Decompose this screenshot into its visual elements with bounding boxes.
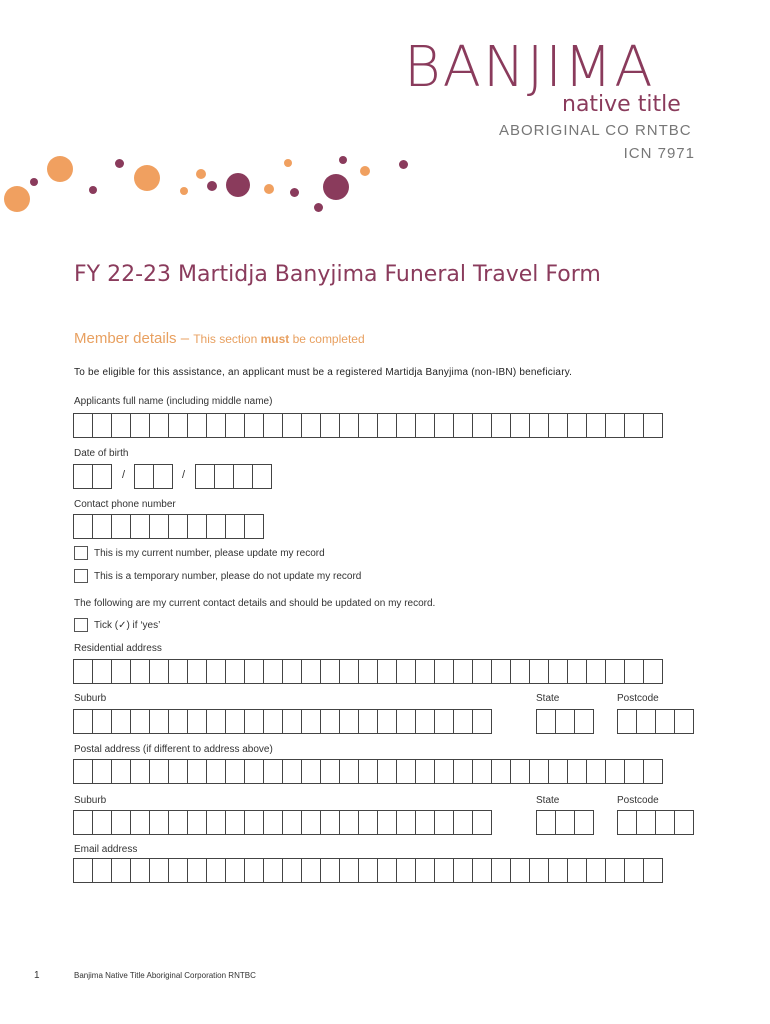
phone-label: Contact phone number <box>74 499 176 510</box>
char-box[interactable] <box>358 659 378 684</box>
char-box[interactable] <box>187 514 207 539</box>
char-box[interactable] <box>320 759 340 784</box>
char-box[interactable] <box>92 514 112 539</box>
section-subtitle-suffix: be completed <box>289 332 365 346</box>
char-box[interactable] <box>73 709 93 734</box>
temp-number-label: This is a temporary number, please do not update my record <box>94 571 362 582</box>
email-label: Email address <box>74 844 138 855</box>
char-box[interactable] <box>339 709 359 734</box>
char-box[interactable] <box>263 810 283 835</box>
char-box[interactable] <box>605 659 625 684</box>
char-box[interactable] <box>225 810 245 835</box>
char-box[interactable] <box>624 413 644 438</box>
char-box[interactable] <box>244 709 264 734</box>
char-box[interactable] <box>252 464 272 489</box>
char-box[interactable] <box>320 709 340 734</box>
char-box[interactable] <box>111 659 131 684</box>
logo-subtitle: native title <box>562 92 681 117</box>
char-box[interactable] <box>605 413 625 438</box>
char-box[interactable] <box>263 659 283 684</box>
char-box[interactable] <box>586 858 606 883</box>
char-box[interactable] <box>358 858 378 883</box>
char-box[interactable] <box>320 659 340 684</box>
char-box[interactable] <box>225 413 245 438</box>
char-box[interactable] <box>339 413 359 438</box>
char-box[interactable] <box>130 514 150 539</box>
char-box[interactable] <box>206 659 226 684</box>
char-box[interactable] <box>536 810 556 835</box>
char-box[interactable] <box>92 709 112 734</box>
char-box[interactable] <box>187 759 207 784</box>
dot <box>284 159 292 167</box>
char-box[interactable] <box>149 514 169 539</box>
char-box[interactable] <box>168 759 188 784</box>
char-box[interactable] <box>605 858 625 883</box>
suburb-label: Suburb <box>74 693 107 704</box>
char-box[interactable] <box>168 514 188 539</box>
dot <box>323 174 349 200</box>
char-box[interactable] <box>434 413 454 438</box>
current-number-label: This is my current number, please update my record <box>94 548 325 559</box>
char-box[interactable] <box>636 810 656 835</box>
char-box[interactable] <box>225 659 245 684</box>
char-box[interactable] <box>586 413 606 438</box>
char-box[interactable] <box>263 759 283 784</box>
state-field[interactable] <box>536 709 593 734</box>
char-box[interactable] <box>643 659 663 684</box>
char-box[interactable] <box>263 709 283 734</box>
char-box[interactable] <box>339 810 359 835</box>
char-box[interactable] <box>225 759 245 784</box>
char-box[interactable] <box>529 858 549 883</box>
char-box[interactable] <box>73 514 93 539</box>
section-subtitle-prefix: This section <box>193 332 261 346</box>
char-box[interactable] <box>134 464 154 489</box>
char-box[interactable] <box>92 659 112 684</box>
char-box[interactable] <box>92 810 112 835</box>
char-box[interactable] <box>617 709 637 734</box>
section-heading-main: Member details – <box>74 330 194 347</box>
char-box[interactable] <box>434 759 454 784</box>
char-box[interactable] <box>472 413 492 438</box>
postcode-label: Postcode <box>617 795 659 806</box>
char-box[interactable] <box>396 413 416 438</box>
dob-label: Date of birth <box>74 448 129 459</box>
char-box[interactable] <box>529 759 549 784</box>
state-label: State <box>536 693 560 704</box>
dot <box>360 166 370 176</box>
char-box[interactable] <box>674 709 694 734</box>
char-box[interactable] <box>510 413 530 438</box>
temp-number-checkbox[interactable] <box>74 569 88 583</box>
char-box[interactable] <box>510 858 530 883</box>
postal-suburb-field[interactable] <box>73 810 491 835</box>
char-box[interactable] <box>358 759 378 784</box>
char-box[interactable] <box>244 413 264 438</box>
postal-label: Postal address (if different to address above) <box>74 744 273 755</box>
char-box[interactable] <box>548 858 568 883</box>
char-box[interactable] <box>187 858 207 883</box>
page-number: 1 <box>34 970 40 981</box>
char-box[interactable] <box>206 810 226 835</box>
char-box[interactable] <box>168 413 188 438</box>
dot <box>264 184 274 194</box>
char-box[interactable] <box>301 413 321 438</box>
char-box[interactable] <box>624 759 644 784</box>
char-box[interactable] <box>396 858 416 883</box>
char-box[interactable] <box>73 659 93 684</box>
char-box[interactable] <box>358 413 378 438</box>
char-box[interactable] <box>472 709 492 734</box>
char-box[interactable] <box>214 464 234 489</box>
char-box[interactable] <box>377 709 397 734</box>
char-box[interactable] <box>434 858 454 883</box>
char-box[interactable] <box>187 413 207 438</box>
char-box[interactable] <box>206 413 226 438</box>
char-box[interactable] <box>674 810 694 835</box>
char-box[interactable] <box>453 659 473 684</box>
char-box[interactable] <box>574 810 594 835</box>
char-box[interactable] <box>415 810 435 835</box>
char-box[interactable] <box>491 659 511 684</box>
char-box[interactable] <box>149 810 169 835</box>
char-box[interactable] <box>472 659 492 684</box>
char-box[interactable] <box>567 659 587 684</box>
char-box[interactable] <box>377 759 397 784</box>
char-box[interactable] <box>567 413 587 438</box>
char-box[interactable] <box>415 659 435 684</box>
dot <box>30 178 38 186</box>
char-box[interactable] <box>130 413 150 438</box>
char-box[interactable] <box>415 858 435 883</box>
char-box[interactable] <box>73 858 93 883</box>
char-box[interactable] <box>111 810 131 835</box>
char-box[interactable] <box>491 413 511 438</box>
suburb-field[interactable] <box>73 709 491 734</box>
char-box[interactable] <box>92 464 112 489</box>
char-box[interactable] <box>453 810 473 835</box>
char-box[interactable] <box>636 709 656 734</box>
char-box[interactable] <box>453 709 473 734</box>
char-box[interactable] <box>555 709 575 734</box>
postcode-field[interactable] <box>617 709 693 734</box>
char-box[interactable] <box>153 464 173 489</box>
char-box[interactable] <box>377 858 397 883</box>
char-box[interactable] <box>168 709 188 734</box>
char-box[interactable] <box>396 759 416 784</box>
char-box[interactable] <box>206 709 226 734</box>
char-box[interactable] <box>282 810 302 835</box>
char-box[interactable] <box>111 514 131 539</box>
email-field[interactable] <box>73 858 662 883</box>
char-box[interactable] <box>586 659 606 684</box>
char-box[interactable] <box>195 464 215 489</box>
footer-org: Banjima Native Title Aboriginal Corporation RNTBC <box>74 971 256 980</box>
char-box[interactable] <box>130 759 150 784</box>
char-box[interactable] <box>111 413 131 438</box>
char-box[interactable] <box>73 759 93 784</box>
char-box[interactable] <box>536 709 556 734</box>
char-box[interactable] <box>73 464 93 489</box>
char-box[interactable] <box>168 858 188 883</box>
char-box[interactable] <box>111 858 131 883</box>
char-box[interactable] <box>396 659 416 684</box>
residential-field[interactable] <box>73 659 662 684</box>
char-box[interactable] <box>510 659 530 684</box>
char-box[interactable] <box>244 759 264 784</box>
char-box[interactable] <box>567 858 587 883</box>
char-box[interactable] <box>643 759 663 784</box>
logo-icn: ICN 7971 <box>623 145 695 162</box>
dot <box>196 169 206 179</box>
char-box[interactable] <box>339 858 359 883</box>
char-box[interactable] <box>187 659 207 684</box>
char-box[interactable] <box>168 659 188 684</box>
char-box[interactable] <box>377 810 397 835</box>
char-box[interactable] <box>282 759 302 784</box>
char-box[interactable] <box>339 759 359 784</box>
dob-month-field[interactable] <box>134 464 172 489</box>
char-box[interactable] <box>529 413 549 438</box>
char-box[interactable] <box>111 759 131 784</box>
char-box[interactable] <box>472 759 492 784</box>
char-box[interactable] <box>206 759 226 784</box>
current-number-checkbox[interactable] <box>74 546 88 560</box>
char-box[interactable] <box>92 759 112 784</box>
char-box[interactable] <box>149 413 169 438</box>
logo-org-line: ABORIGINAL CO RNTBC <box>499 122 692 139</box>
char-box[interactable] <box>73 810 93 835</box>
char-box[interactable] <box>529 659 549 684</box>
char-box[interactable] <box>244 810 264 835</box>
char-box[interactable] <box>605 759 625 784</box>
dot <box>290 188 299 197</box>
char-box[interactable] <box>263 413 283 438</box>
char-box[interactable] <box>301 810 321 835</box>
dot <box>89 186 97 194</box>
char-box[interactable] <box>377 659 397 684</box>
char-box[interactable] <box>130 858 150 883</box>
char-box[interactable] <box>73 413 93 438</box>
postal-postcode-field[interactable] <box>617 810 693 835</box>
char-box[interactable] <box>233 464 253 489</box>
char-box[interactable] <box>434 709 454 734</box>
char-box[interactable] <box>149 759 169 784</box>
dob-year-field[interactable] <box>195 464 271 489</box>
char-box[interactable] <box>510 759 530 784</box>
dot <box>399 160 408 169</box>
page-title: FY 22-23 Martidja Banyjima Funeral Travel Form <box>74 262 601 287</box>
char-box[interactable] <box>586 759 606 784</box>
char-box[interactable] <box>548 759 568 784</box>
char-box[interactable] <box>320 810 340 835</box>
char-box[interactable] <box>206 514 226 539</box>
char-box[interactable] <box>396 810 416 835</box>
char-box[interactable] <box>434 659 454 684</box>
char-box[interactable] <box>548 659 568 684</box>
dob-separator: / <box>182 469 186 481</box>
char-box[interactable] <box>282 709 302 734</box>
char-box[interactable] <box>301 858 321 883</box>
char-box[interactable] <box>168 810 188 835</box>
char-box[interactable] <box>282 413 302 438</box>
char-box[interactable] <box>472 858 492 883</box>
char-box[interactable] <box>301 659 321 684</box>
tick-yes-checkbox[interactable] <box>74 618 88 632</box>
char-box[interactable] <box>244 514 264 539</box>
char-box[interactable] <box>655 810 675 835</box>
char-box[interactable] <box>225 514 245 539</box>
char-box[interactable] <box>206 858 226 883</box>
char-box[interactable] <box>149 858 169 883</box>
char-box[interactable] <box>434 810 454 835</box>
residential-label: Residential address <box>74 643 162 654</box>
char-box[interactable] <box>339 659 359 684</box>
contact-details-note: The following are my current contact details and should be updated on my record. <box>74 598 436 609</box>
dot <box>115 159 124 168</box>
char-box[interactable] <box>225 858 245 883</box>
char-box[interactable] <box>244 659 264 684</box>
char-box[interactable] <box>453 413 473 438</box>
section-subtitle-must: must <box>260 332 290 346</box>
char-box[interactable] <box>555 810 575 835</box>
char-box[interactable] <box>263 858 283 883</box>
char-box[interactable] <box>624 858 644 883</box>
char-box[interactable] <box>301 709 321 734</box>
postal-state-field[interactable] <box>536 810 593 835</box>
phone-field[interactable] <box>73 514 263 539</box>
char-box[interactable] <box>415 413 435 438</box>
eligibility-note: To be eligible for this assistance, an applicant must be a registered Martidja Banyjima (non-IBN) beneficiary. <box>74 367 573 378</box>
char-box[interactable] <box>453 759 473 784</box>
dob-separator: / <box>122 469 126 481</box>
char-box[interactable] <box>187 810 207 835</box>
dot <box>134 165 160 191</box>
char-box[interactable] <box>574 709 594 734</box>
char-box[interactable] <box>282 659 302 684</box>
char-box[interactable] <box>225 709 245 734</box>
char-box[interactable] <box>617 810 637 835</box>
char-box[interactable] <box>149 659 169 684</box>
suburb-label: Suburb <box>74 795 107 806</box>
full-name-field[interactable] <box>73 413 662 438</box>
dot <box>207 181 217 191</box>
char-box[interactable] <box>624 659 644 684</box>
char-box[interactable] <box>130 810 150 835</box>
char-box[interactable] <box>358 810 378 835</box>
char-box[interactable] <box>655 709 675 734</box>
char-box[interactable] <box>92 858 112 883</box>
dot <box>314 203 323 212</box>
char-box[interactable] <box>377 413 397 438</box>
dot <box>47 156 73 182</box>
char-box[interactable] <box>415 709 435 734</box>
char-box[interactable] <box>149 709 169 734</box>
char-box[interactable] <box>491 858 511 883</box>
char-box[interactable] <box>453 858 473 883</box>
section-heading <box>74 330 365 347</box>
char-box[interactable] <box>244 858 264 883</box>
char-box[interactable] <box>111 709 131 734</box>
dot <box>4 186 30 212</box>
char-box[interactable] <box>396 709 416 734</box>
state-label: State <box>536 795 560 806</box>
char-box[interactable] <box>320 858 340 883</box>
char-box[interactable] <box>358 709 378 734</box>
char-box[interactable] <box>548 413 568 438</box>
char-box[interactable] <box>491 759 511 784</box>
char-box[interactable] <box>472 810 492 835</box>
char-box[interactable] <box>301 759 321 784</box>
dob-day-field[interactable] <box>73 464 111 489</box>
dot <box>180 187 188 195</box>
char-box[interactable] <box>320 413 340 438</box>
char-box[interactable] <box>643 858 663 883</box>
char-box[interactable] <box>130 709 150 734</box>
postcode-label: Postcode <box>617 693 659 704</box>
char-box[interactable] <box>415 759 435 784</box>
char-box[interactable] <box>130 659 150 684</box>
char-box[interactable] <box>92 413 112 438</box>
postal-field[interactable] <box>73 759 662 784</box>
full-name-label: Applicants full name (including middle name) <box>74 396 273 407</box>
logo-wordmark: BANJIMA <box>404 35 655 100</box>
tick-yes-label: Tick (✓) if ‘yes’ <box>94 620 161 631</box>
dot <box>226 173 250 197</box>
char-box[interactable] <box>187 709 207 734</box>
char-box[interactable] <box>643 413 663 438</box>
char-box[interactable] <box>282 858 302 883</box>
char-box[interactable] <box>567 759 587 784</box>
dot <box>339 156 347 164</box>
